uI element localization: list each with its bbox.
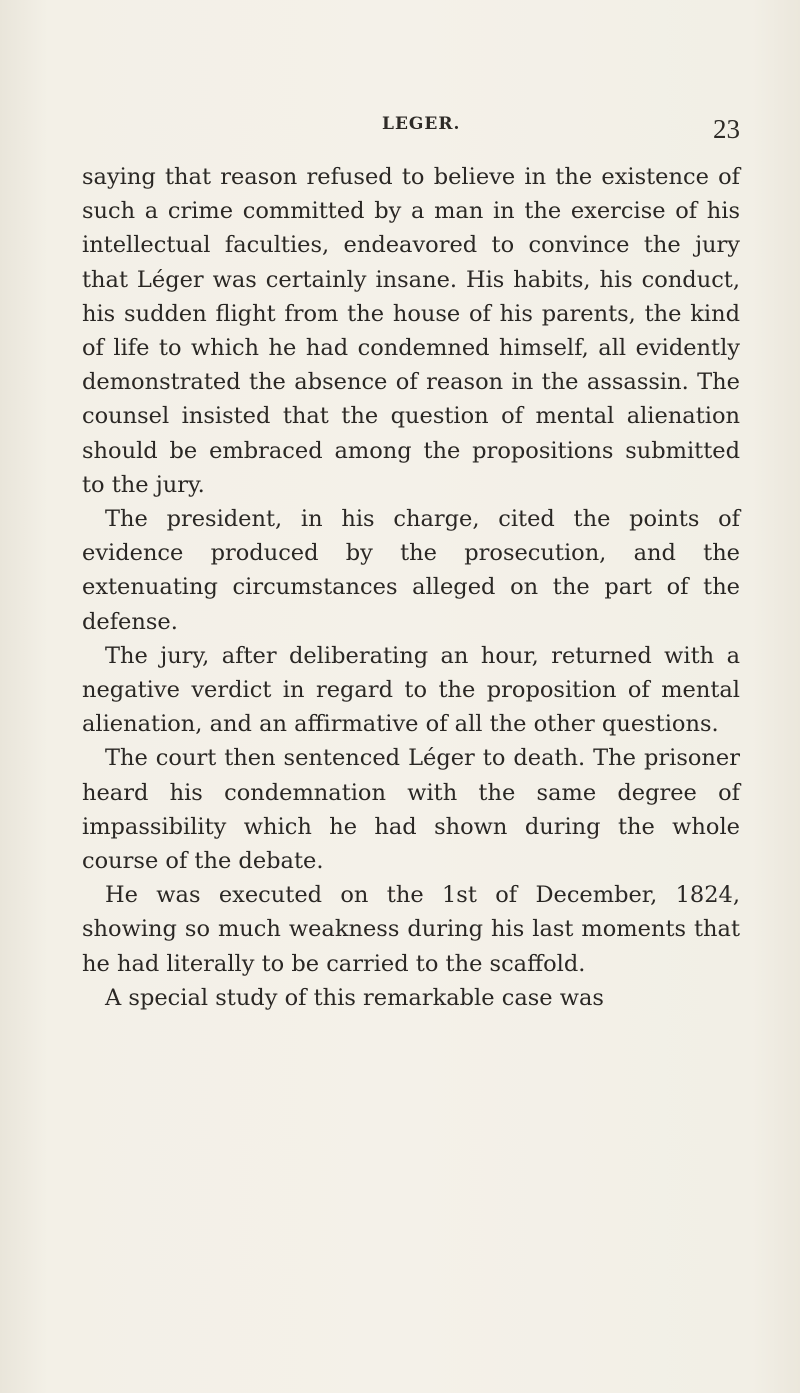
page-header	[80, 100, 740, 144]
paragraph: He was executed on the 1st of December, 1824, showing so much weakness during his last moments that he had literally to be carried to the scaffold.	[82, 882, 740, 977]
paragraph: The jury, after deliberating an hour, returned with a negative verdict in regard to the proposition of mental alienation, and an affirmative of all the other questions.	[82, 642, 740, 738]
paragraph: saying that reason refused to believe in the existence of such a crime committed by a man in the exercise of his intellectual faculties, endeavored to convince the jury that Léger was certainly insane. His habits, his conduct, his sudden flight from the house of his parents, the kind of life to which he had condemned himself, all evidently demonstrated the absence of reason in the assassin. The counsel insisted that the question of mental alienation should be embraced among the propositions submitted to the jury.	[82, 164, 740, 498]
paragraph: The president, in his charge, cited the points of evidence produced by the prosecution, and the extenuating circumstances alleged on the part of the defense.	[82, 506, 740, 635]
page-number: 23	[713, 114, 740, 144]
body-text	[82, 160, 740, 1015]
paragraph: The court then sentenced Léger to death. The prisoner heard his condemnation with the same degree of impassibility which he had shown during the whole course of the debate.	[82, 745, 740, 875]
running-head: LEGER.	[382, 114, 461, 134]
paragraph: A special study of this remarkable case was	[105, 984, 604, 1011]
